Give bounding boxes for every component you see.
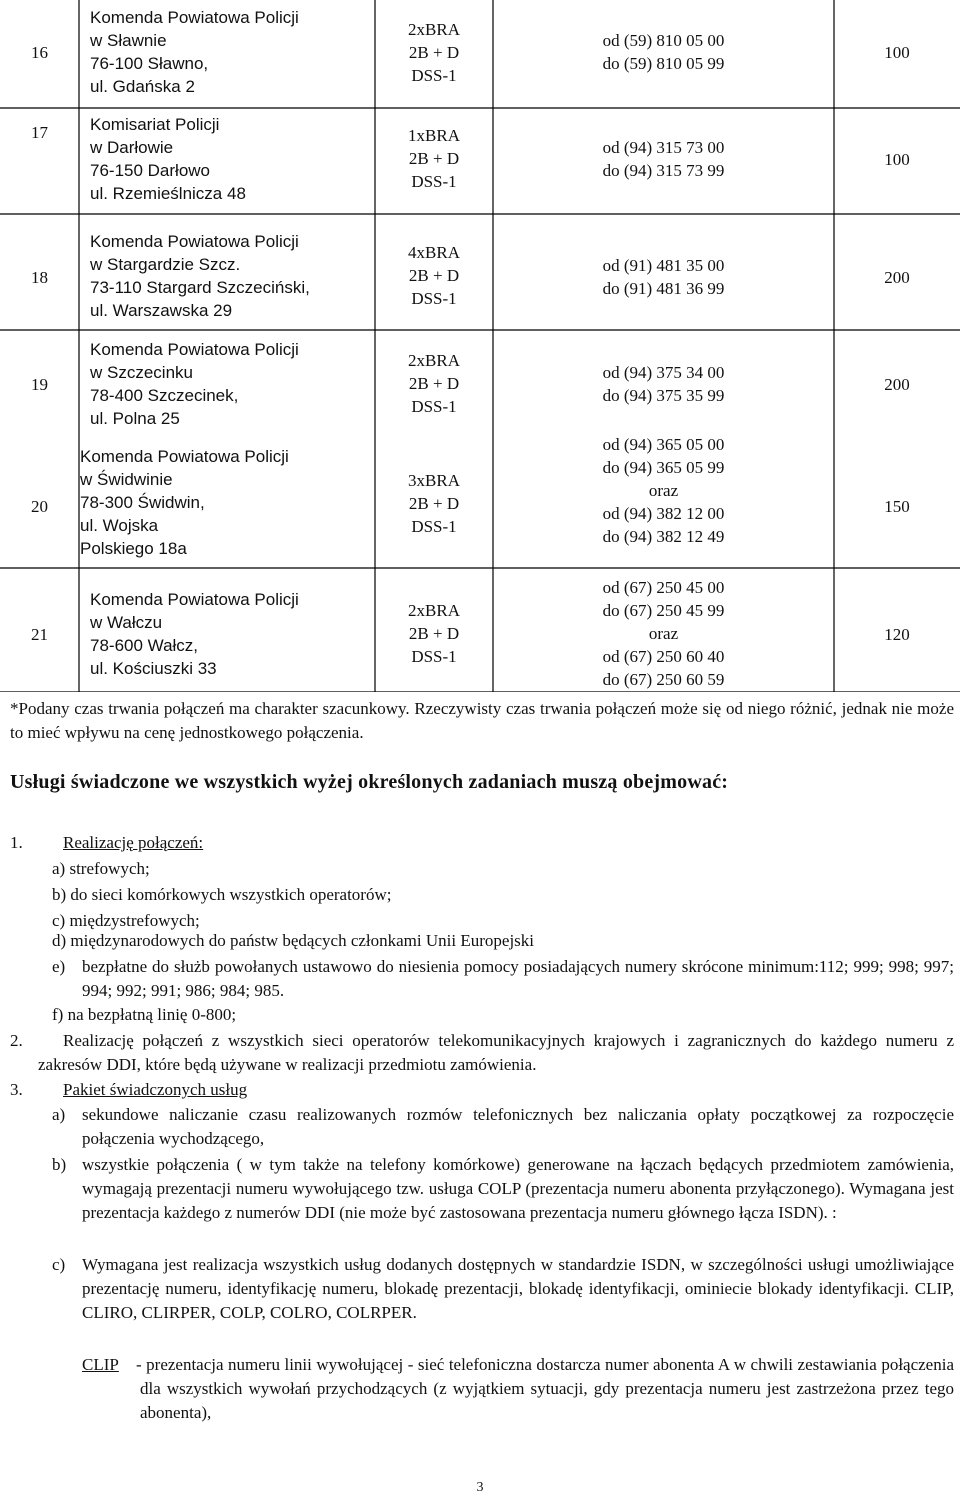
row-numbers: od (94) 315 73 00 do (94) 315 73 99 — [602, 138, 725, 180]
row-lp: 16 — [31, 43, 48, 62]
sub-item: f) na bezpłatną linię 0-800; — [52, 1005, 237, 1024]
row-lines: 2xBRA 2B + D DSS-1 — [408, 20, 460, 85]
definition-text: - prezentacja numeru linii wywołującej - sieć telefoniczna dostarcza numer abonenta A w chwili zestawiania połączenia dla wszystkich wywołań przychodzących (z wyjątkiem sytuacji, gdy prezentacja numeru jest zastrzeżona przez tego abonenta), — [136, 1355, 954, 1422]
row-time: 150 — [884, 497, 910, 516]
definition-term: CLIP — [82, 1355, 119, 1374]
row-numbers: od (91) 481 35 00 do (91) 481 36 99 — [602, 256, 725, 298]
row-numbers: od (94) 375 34 00 do (94) 375 35 99 — [602, 363, 725, 405]
row-address: Komenda Powiatowa Policji w Wałczu 78-600 Wałcz, ul. Kościuszki 33 — [90, 590, 299, 678]
sub-item: a) strefowych; — [52, 859, 150, 878]
row-lines: 4xBRA 2B + D DSS-1 — [408, 243, 460, 308]
row-lp: 17 — [31, 123, 48, 142]
row-lp: 19 — [31, 375, 48, 394]
row-time: 100 — [884, 150, 910, 169]
row-time: 120 — [884, 625, 910, 644]
row-address: Komenda Powiatowa Policji w Sławnie 76-100 Sławno, ul. Gdańska 2 — [90, 8, 299, 96]
sub-item: wszystkie połączenia ( w tym także na telefony komórkowe) generowane na łączach będących przedmiotem zamówienia, wymagają prezentacji numeru wywołującego tzw. usługa COLP (prezentacja numeru abonenta przyłączonego). Wymagana jest prezentacja każdego z numerów DDI (nie może być zastosowana prezentacja numeru głównego łącza ISDN). : — [82, 1155, 954, 1222]
row-time: 100 — [884, 43, 910, 62]
list-item-title: Pakiet świadczonych usług — [63, 1080, 248, 1099]
sub-item-label: c) — [52, 1255, 66, 1274]
row-address: Komenda Powiatowa Policji w Szczecinku 78-400 Szczecinek, ul. Polna 25 — [90, 340, 299, 428]
row-lines: 2xBRA 2B + D DSS-1 — [408, 351, 460, 416]
row-lines: 2xBRA 2B + D DSS-1 — [408, 601, 460, 666]
row-lines: 3xBRA 2B + D DSS-1 — [408, 471, 460, 536]
row-address: Komenda Powiatowa Policji w Świdwinie 78-300 Świdwin, ul. Wojska Polskiego 18a — [80, 447, 289, 558]
row-numbers: od (94) 365 05 00 do (94) 365 05 99 oraz od (94) 382 12 00 do (94) 382 12 49 — [602, 435, 725, 546]
row-lp: 18 — [31, 268, 48, 287]
sub-item-label: e) — [52, 957, 66, 976]
row-lp: 21 — [31, 625, 48, 644]
list-item-text: Realizację połączeń z wszystkich sieci operatorów telekomunikacyjnych krajowych i zagranicznych do każdego numeru z zakresów DDI, które będą używane w realizacji przedmiotu zamówienia. — [38, 1031, 954, 1074]
list-item-number: 3. — [10, 1080, 23, 1099]
page-number: 3 — [476, 1480, 484, 1495]
sub-item: b) do sieci komórkowych wszystkich operatorów; — [52, 885, 392, 904]
sub-item: bezpłatne do służb powołanych ustawowo do niesienia pomocy posiadających numery skrócone minimum:112; 999; 998; 997; 994; 992; 991; 986; 984; 985. — [82, 957, 954, 1000]
section-heading: Usługi świadczone we wszystkich wyżej określonych zadaniach muszą obejmować: — [10, 771, 729, 793]
row-lines: 1xBRA 2B + D DSS-1 — [408, 126, 460, 191]
sub-item: c) międzystrefowych; — [52, 911, 200, 930]
sub-item: d) międzynarodowych do państw będących członkami Unii Europejski — [52, 931, 535, 950]
list-item-number: 1. — [10, 833, 23, 852]
row-address: Komisariat Policji w Darłowie 76-150 Darłowo ul. Rzemieślnicza 48 — [90, 115, 246, 203]
sub-item: Wymagana jest realizacja wszystkich usług dodanych dostępnych w standardzie ISDN, w szczególności usługi umożliwiające prezentację numeru, identyfikację numeru, blokadę prezentacji, blokadę identyfikacji, ominiecie blokady identyfikacji. CLIP, CLIRO, CLIRPER, COLP, COLRO, COLRPER. — [82, 1255, 954, 1322]
list-item-title: Realizację połączeń: — [63, 833, 204, 852]
row-lp: 20 — [31, 497, 48, 516]
row-time: 200 — [884, 375, 910, 394]
list-item-number: 2. — [10, 1031, 23, 1050]
row-address: Komenda Powiatowa Policji w Stargardzie Szcz. 73-110 Stargard Szczeciński, ul. Warszawska 29 — [90, 232, 310, 320]
row-numbers: od (67) 250 45 00 do (67) 250 45 99 oraz od (67) 250 60 40 do (67) 250 60 59 — [602, 578, 725, 689]
row-time: 200 — [884, 268, 910, 287]
sub-item-label: a) — [52, 1105, 66, 1124]
sub-item-label: b) — [52, 1155, 67, 1174]
sub-item: sekundowe naliczanie czasu realizowanych rozmów telefonicznych bez naliczania opłaty początkowej za rozpoczęcie połączenia wychodzącego, — [82, 1105, 954, 1148]
row-numbers: od (59) 810 05 00 do (59) 810 05 99 — [602, 31, 725, 73]
footnote: *Podany czas trwania połączeń ma charakter szacunkowy. Rzeczywisty czas trwania połączeń może się od niego różnić, jednak nie może to mieć wpływu na cenę jednostkowego połączenia. — [10, 699, 954, 742]
